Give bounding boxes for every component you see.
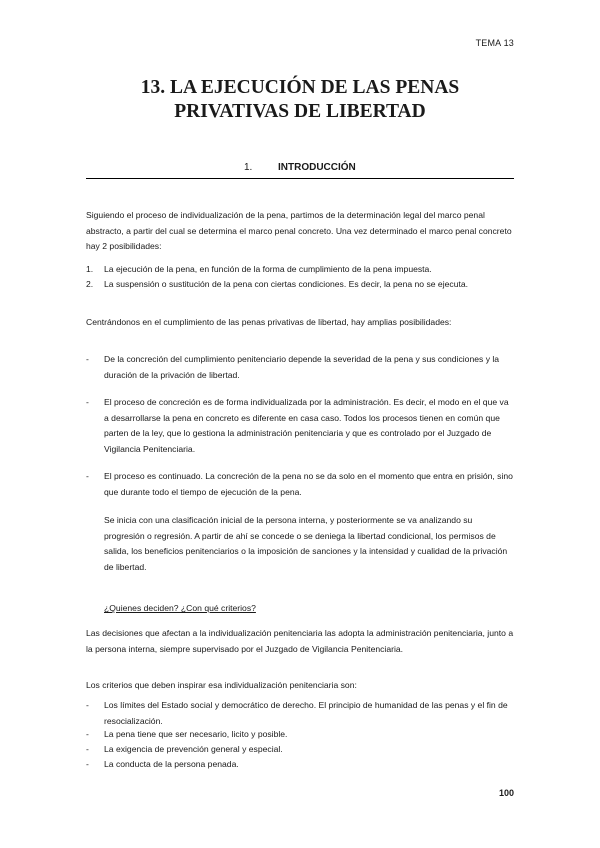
dash-marker: -: [86, 759, 89, 769]
list-text: De la concreción del cumplimiento penitenciario depende la severidad de la pena y sus condiciones y la duración de la privación de libertad.: [104, 354, 500, 380]
list-text: El proceso es continuado. La concreción de la pena no se da solo en el momento que entra en prisión, sino que durante todo el tiempo de ejecución de la pena.: [104, 471, 513, 497]
decision-paragraph: Las decisiones que afectan a la individualización penitenciaria las adopta la administración penitenciaria, junto a la persona interna, siempre supervisado por el Juzgado de Vigilancia Penitenciaria.: [86, 628, 514, 654]
section-divider: [86, 178, 514, 179]
intro-paragraph: Siguiendo el proceso de individualización de la pena, partimos de la determinación legal del marco penal abstracto, a partir del cual se determina el marco penal concreto. Una vez determinado el marco penal concreto hay 2 posibilidades:: [86, 210, 512, 251]
page-title: [60, 76, 540, 124]
dash-marker: -: [86, 354, 89, 364]
chapter-tag: TEMA 13: [475, 38, 514, 48]
list-text: Los límites del Estado social y democrático de derecho. El principio de humanidad de las penas y el fin de resocialización.: [104, 700, 508, 726]
list-text: La ejecución de la pena, en función de la forma de cumplimiento de la pena impuesta.: [104, 264, 432, 274]
list-text: La exigencia de prevención general y especial.: [104, 744, 283, 754]
list-text: La conducta de la persona penada.: [104, 759, 239, 769]
dash-marker: -: [86, 397, 89, 407]
list-item: [86, 757, 514, 773]
list-item: [86, 698, 514, 729]
list-item: [86, 352, 514, 383]
dash-marker: -: [86, 471, 89, 481]
indented-paragraph: Se inicia con una clasificación inicial de la persona interna, y posteriormente se va analizando su progresión o regresión. A partir de ahí se concede o se deniega la libertad condicional, los permisos de salida, los beneficios penitenciarios o la imposición de sanciones y la intensidad y cualidad de la privación de libertad.: [104, 515, 508, 572]
page-number: 100: [498, 788, 514, 798]
title-line-1: 13. LA EJECUCIÓN DE LAS PENAS: [140, 77, 460, 98]
list-text: El proceso de concreción es de forma individualizada por la administración. Es decir, el modo en el que va a desarrollarse la pena en concreto es diferente en casa caso. Todos los procesos tienen en común que parten de la ley, que lo gestiona la administración penitenciaria y que es controlado por el Juzgado de Vigilancia Penitenciaria.: [104, 397, 509, 454]
section-label: INTRODUCCIÓN: [278, 162, 356, 173]
list-text: La pena tiene que ser necesario, licito y posible.: [104, 729, 288, 739]
dash-marker: -: [86, 729, 89, 739]
dash-marker: -: [86, 744, 89, 754]
list-marker: 1.: [86, 264, 94, 274]
list-item: [86, 742, 514, 758]
list-item: [86, 395, 514, 457]
list-item: [86, 262, 514, 278]
title-line-2: PRIVATIVAS DE LIBERTAD: [174, 101, 426, 122]
section-number: 1.: [244, 162, 253, 173]
criteria-intro: Los criterios que deben inspirar esa individualización penitenciaria son:: [86, 680, 357, 690]
list-item: [86, 469, 514, 500]
dash-marker: -: [86, 700, 89, 710]
list-item: [86, 277, 514, 293]
list-text: La suspensión o sustitución de la pena con ciertas condiciones. Es decir, la pena no se ejecuta.: [104, 279, 469, 289]
subquestion-heading: ¿Quienes deciden? ¿Con qué criterios?: [104, 603, 256, 613]
list-marker: 2.: [86, 279, 94, 289]
focus-paragraph: Centrándonos en el cumplimiento de las penas privativas de libertad, hay amplias posibilidades:: [86, 317, 452, 327]
list-item: [86, 727, 514, 743]
